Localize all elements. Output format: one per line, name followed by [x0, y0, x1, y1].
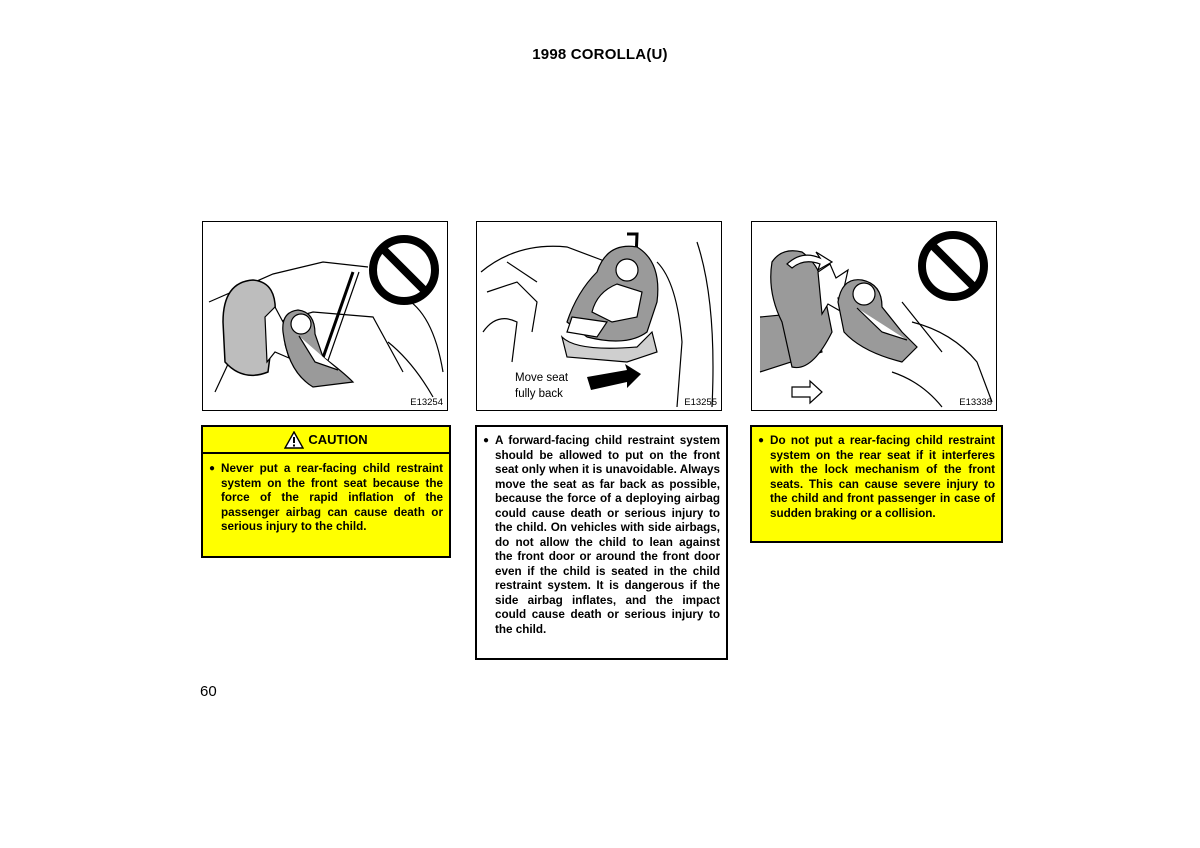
- page-title: 1998 COROLLA(U): [532, 46, 668, 63]
- child-seat-shape: [838, 280, 917, 362]
- illustration-rear-seat-lock: [752, 222, 996, 410]
- arrow-icon: [792, 381, 822, 403]
- caution-label: CAUTION: [308, 432, 368, 447]
- bullet-icon: ●: [209, 463, 216, 474]
- prohibition-icon: [922, 235, 984, 297]
- arrow-icon: [587, 364, 641, 390]
- caption-line-2: fully back: [515, 388, 563, 400]
- rear-seat-warning-box: [750, 425, 1003, 543]
- figure-rear-facing-rear-seat: [751, 221, 997, 411]
- bullet-icon: ●: [758, 435, 765, 446]
- warning-triangle-icon: [284, 431, 304, 449]
- bullet-icon: ●: [483, 435, 490, 446]
- illustration-airbag-rear-facing: [203, 222, 447, 410]
- rear-seat-item: [752, 427, 1001, 521]
- forward-facing-text: A forward-facing child restraint system should be allowed to put on the front seat only when it is unavoidable. Always move the seat as far back as possible, because the force of a deploying airbag could cause death or serious injury to the child. On vehicles with side airbags, do not allow the child to lean against the front door or around the front door even if the child is seated in the child restraint system. It is dangerous if the side airbag inflates, and the impact could cause death or serious injury to the child.: [495, 434, 720, 636]
- figure-rear-facing-front-seat: [202, 221, 448, 411]
- caption-line-1: Move seat: [515, 372, 569, 384]
- child-seat-shape: [283, 310, 353, 387]
- caution-header: [203, 427, 449, 454]
- figure-forward-facing-front-seat: [476, 221, 722, 411]
- child-seat-shape: [562, 246, 658, 362]
- page-number: 60: [200, 683, 217, 700]
- caution-item: [203, 454, 449, 535]
- figure-code: E13338: [959, 397, 992, 408]
- caution-text: Never put a rear-facing child restraint system on the front seat because the force of the rapid inflation of the passenger airbag can cause death or serious injury to the child.: [221, 462, 443, 533]
- prohibition-icon: [373, 239, 435, 301]
- figure-caption: [513, 370, 570, 402]
- forward-facing-warning-box: [475, 425, 728, 660]
- caution-box: [201, 425, 451, 558]
- figure-code: E13255: [684, 397, 717, 408]
- figure-code: E13254: [410, 397, 443, 408]
- rear-seat-text: Do not put a rear-facing child restraint system on the rear seat if it interferes with the lock mechanism of the front seats. This can cause severe injury to the child and front passenger in case of sudden braking or a collision.: [770, 434, 995, 520]
- forward-facing-item: [477, 427, 726, 637]
